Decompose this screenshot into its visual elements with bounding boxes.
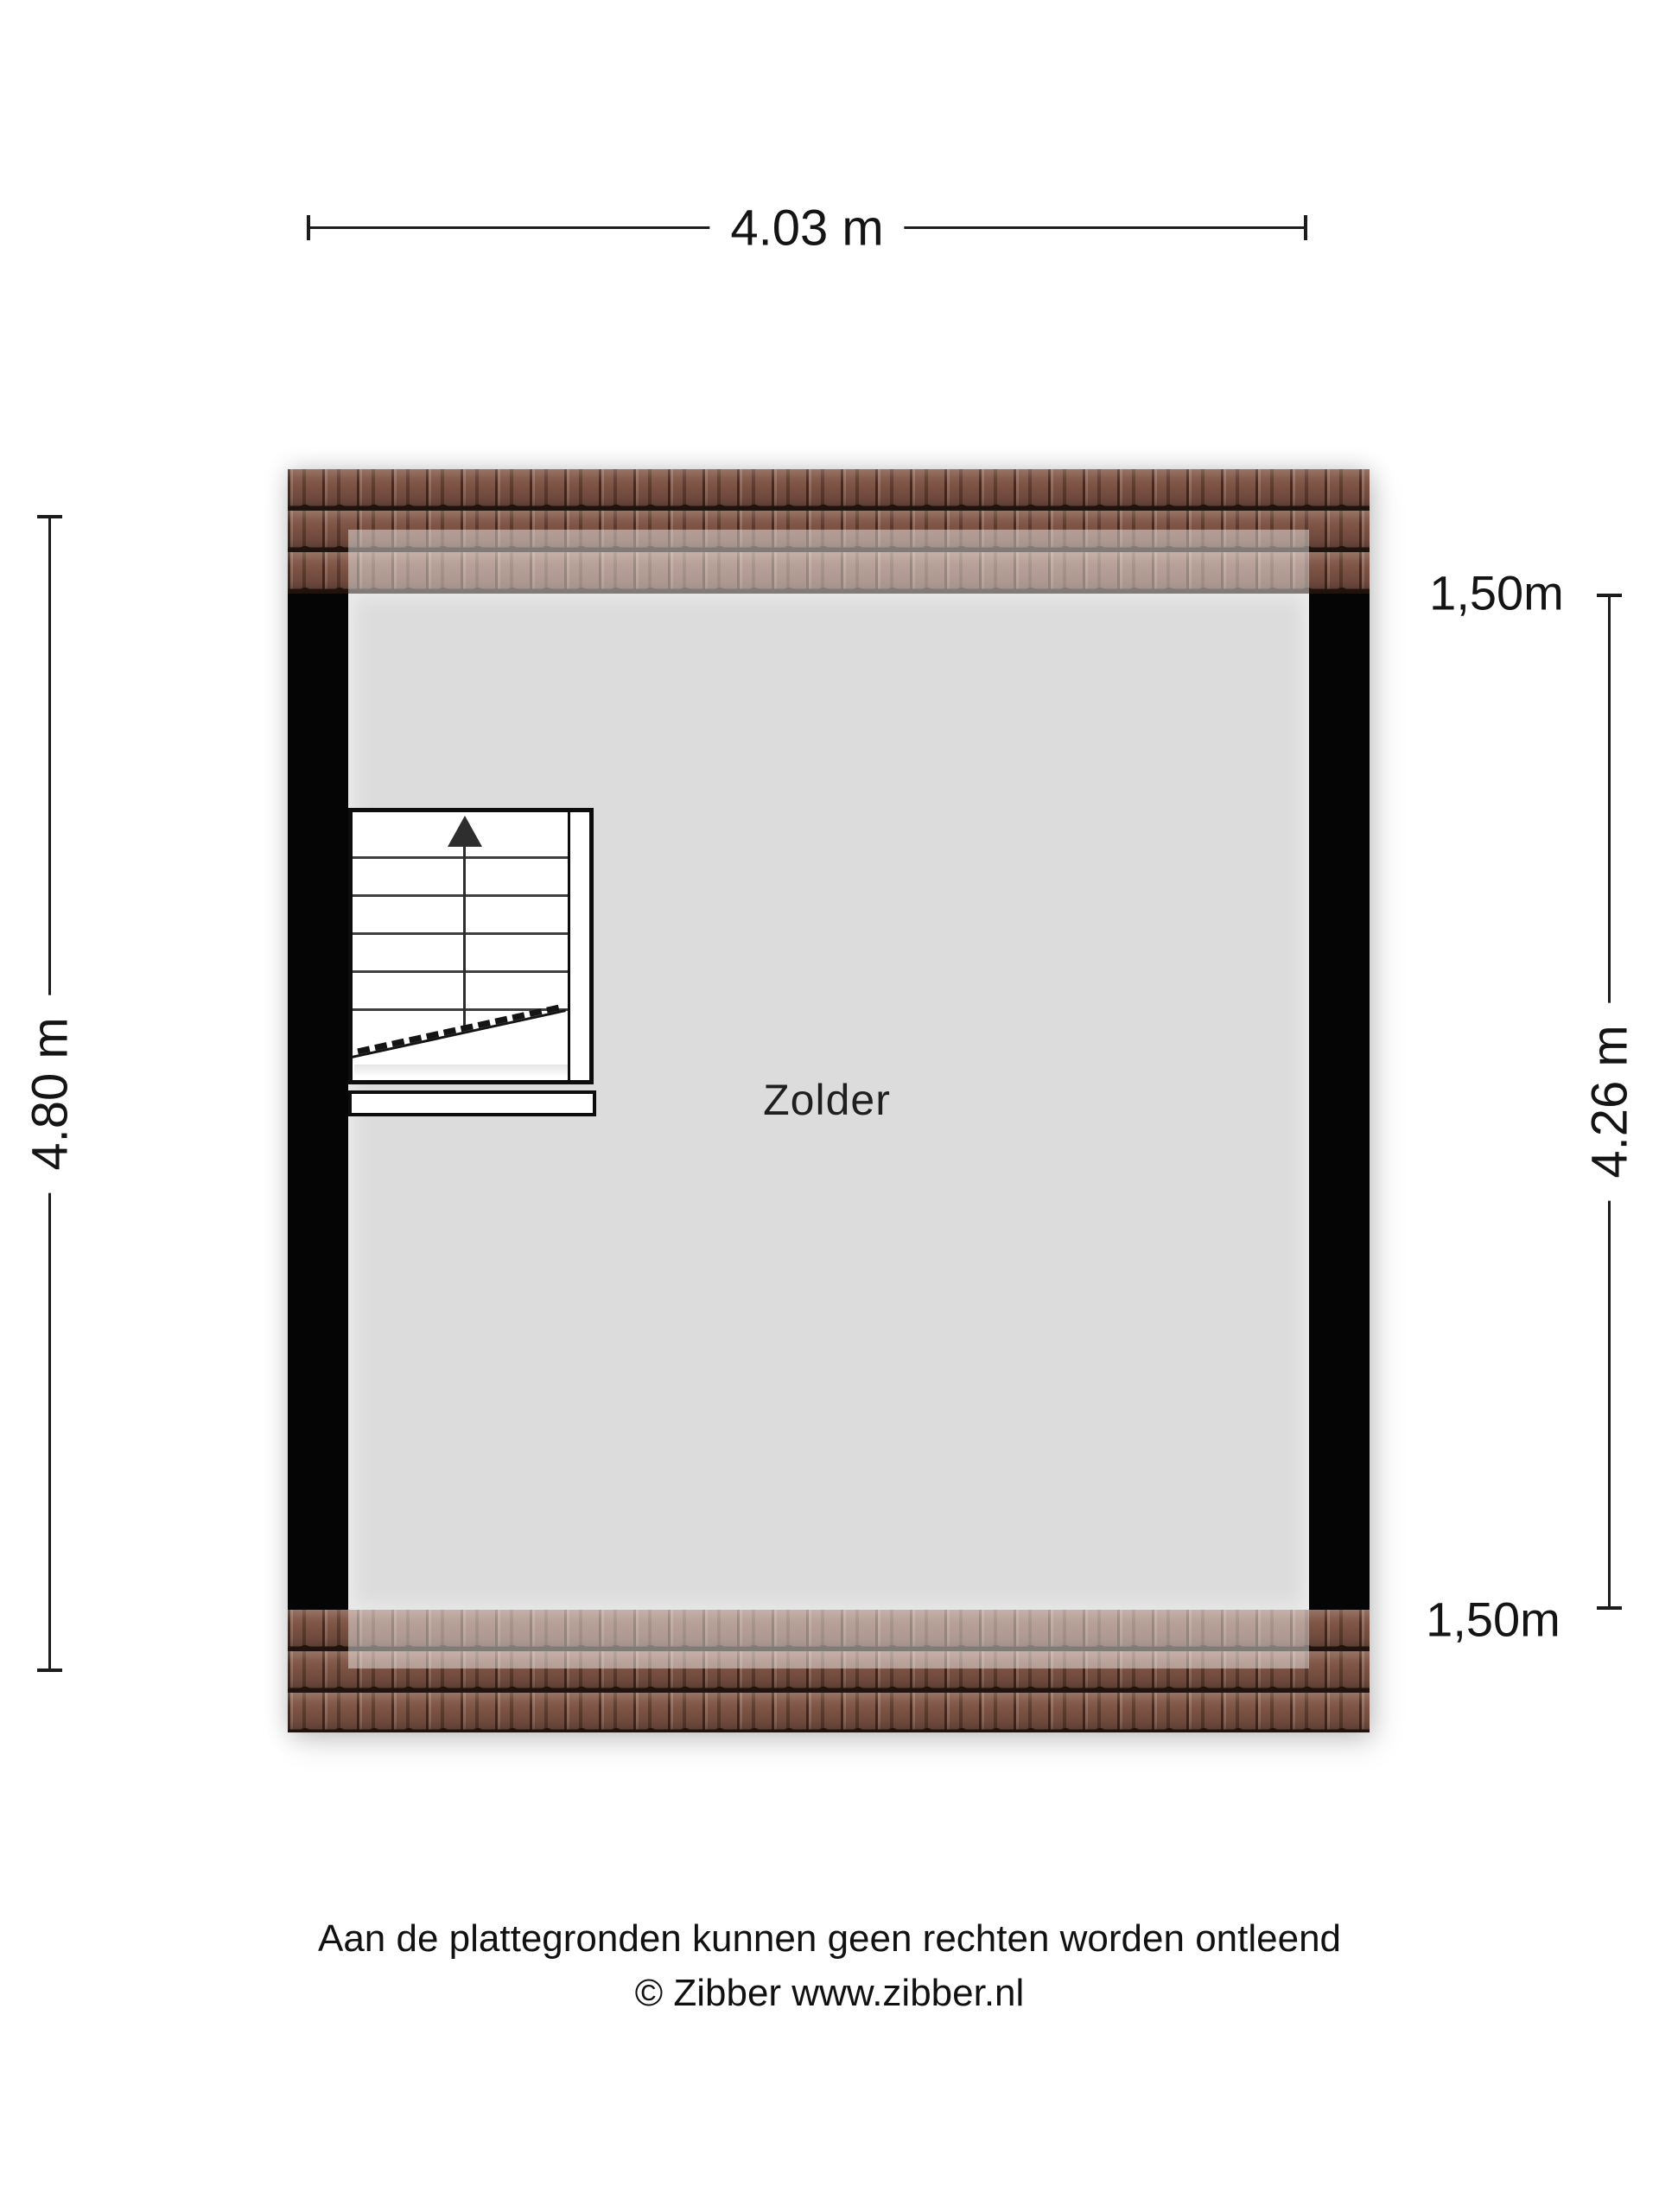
wall-right bbox=[1309, 594, 1370, 1610]
stair-railing-divider bbox=[568, 812, 570, 1080]
dimension-width bbox=[307, 200, 1307, 257]
dimension-tick-left bbox=[307, 215, 310, 240]
headroom-label-top: 1,50m bbox=[1429, 565, 1564, 620]
roof-tiles-top bbox=[288, 469, 1370, 594]
low-headroom-overlay-bottom bbox=[348, 1610, 1309, 1669]
dimension-left-height bbox=[22, 515, 79, 1672]
dimension-tick-bottom bbox=[37, 1669, 62, 1672]
stair-under-shadow bbox=[354, 1065, 568, 1083]
dimension-tick-top bbox=[1597, 594, 1622, 597]
stairs-up-arrow-icon bbox=[463, 845, 466, 1028]
dimension-width-label: 4.03 m bbox=[709, 200, 904, 257]
stair-treads bbox=[353, 821, 568, 1018]
low-headroom-overlay-top bbox=[348, 530, 1309, 594]
disclaimer bbox=[0, 1911, 1659, 2020]
dimension-tick-right bbox=[1304, 215, 1307, 240]
wall-left bbox=[288, 594, 348, 1610]
copyright-line: © Zibber www.zibber.nl bbox=[634, 1972, 1025, 2014]
dimension-left-height-label: 4.80 m bbox=[22, 995, 79, 1192]
floorplan bbox=[288, 469, 1370, 1732]
room-label: Zolder bbox=[763, 1076, 891, 1124]
stair-landing-wall bbox=[348, 1090, 596, 1116]
dimension-tick-bottom bbox=[1597, 1606, 1622, 1610]
staircase bbox=[348, 808, 594, 1084]
dimension-right-height bbox=[1581, 594, 1638, 1610]
stairs-up-arrowhead-icon bbox=[448, 816, 482, 847]
dimension-tick-top bbox=[37, 515, 62, 518]
headroom-label-bottom: 1,50m bbox=[1426, 1592, 1560, 1647]
roof-tiles-bottom bbox=[288, 1610, 1370, 1732]
disclaimer-line: Aan de plattegronden kunnen geen rechten worden ontleend bbox=[317, 1917, 1342, 1960]
dimension-right-height-label: 4.26 m bbox=[1581, 1002, 1639, 1200]
